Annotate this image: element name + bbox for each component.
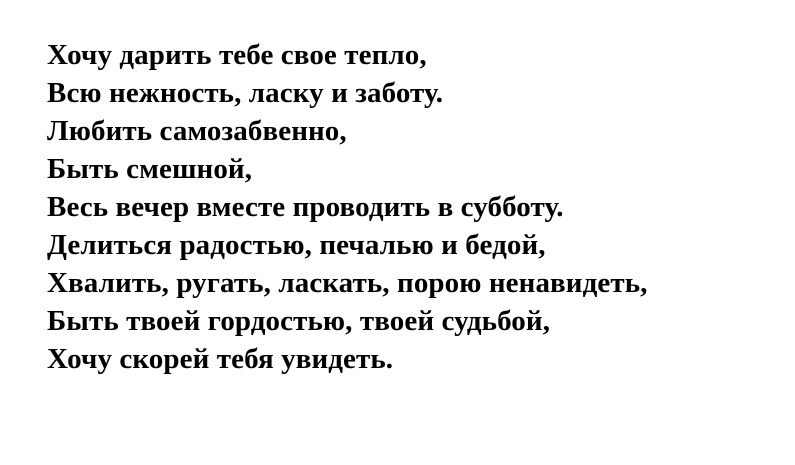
poem-line: Быть твоей гордостью, твоей судьбой, xyxy=(47,305,551,337)
poem-line: Хочу скорей тебя увидеть. xyxy=(47,343,394,375)
poem-line: Всю нежность, ласку и заботу. xyxy=(47,77,444,109)
poem-line: Делиться радостью, печалью и бедой, xyxy=(47,229,546,261)
poem-line: Хочу дарить тебе свое тепло, xyxy=(47,39,427,71)
poem-line: Быть смешной, xyxy=(47,153,253,185)
poem-line: Весь вечер вместе проводить в субботу. xyxy=(47,191,564,223)
poem-line: Хвалить, ругать, ласкать, порою ненавидеть, xyxy=(47,267,648,299)
poem-line: Любить самозабвенно, xyxy=(47,115,347,147)
